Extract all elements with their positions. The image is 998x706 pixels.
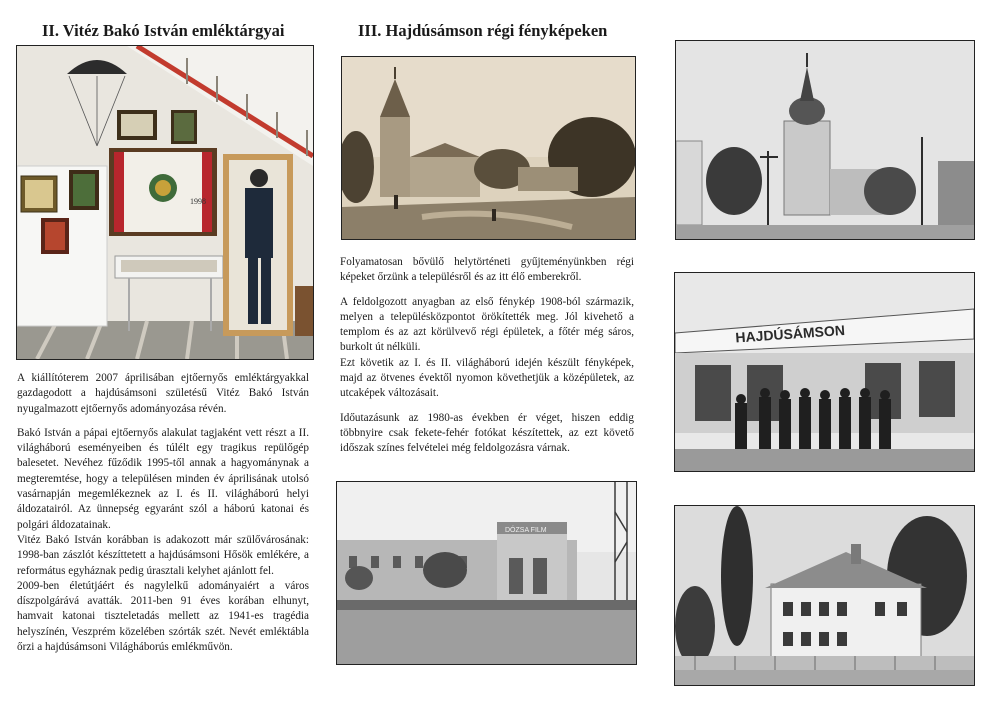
section3-title: III. Hajdúsámson régi fényképeken — [358, 21, 608, 40]
church-1908-photo — [341, 56, 636, 240]
section3-paragraph: Folyamatosan bővülő helytörténeti gyűjteményünkben régi képeket őrzünk a településről és az itt élő emberekről. — [340, 256, 634, 284]
cinema-photo — [336, 481, 637, 665]
section2-paragraph: Vitéz Bakó István korábban is adakozott már szülővárosának: 1998-ban zászlót készíttetett a hajdúsámsoni Hősök emlékére, a református egyháznak pedig úrasztali kelyhet ajánlott fel. — [17, 533, 309, 577]
section3-paragraph: Ezt követik az I. és II. világháború idején készült fényképek, majd az ötvenes évektől nyomon követhetjük a középületek, az utcaképek változásait. — [340, 356, 634, 400]
section2-paragraph: Bakó István a pápai ejtőernyős alakulat tagjaként vett részt a II. világháború eseményeiben és túlélt egy tragikus repülőgép balesetet. Nevéhez fűződik 1995-től annak a hagyománynak a megteremtése, hogy a településen minden év áprilisának utolsó vasárnapján megemlékeznek az I. és II. világháború helyi áldozatairól. Az ünnepség egyaránt szól a háború katonai és polgári áldozatainak. — [17, 426, 309, 531]
section3-paragraph: A feldolgozott anyagban az első fénykép 1908-ból származik, melyen a településközpontot örökítették meg. Jól kivehető a templom és az azt körülvevő régi épületek, a főtér még sáros, burkolt út nélküli. — [340, 295, 634, 354]
exhibition-room-photo — [16, 45, 314, 360]
railway-station-photo — [674, 272, 975, 472]
section3-paragraph: Időutazásunk az 1980-as években ér véget, hiszen eddig többnyire csak fekete-fehér fotókat készítettek, az ezt követő időszak színes felvételei még feldolgozásra várnak. — [340, 411, 634, 455]
station-sign: HAJDÚSÁMSON — [734, 321, 846, 346]
section2-text — [17, 371, 309, 655]
section3-text — [340, 255, 634, 457]
cinema-sign: DÓZSA FILM — [505, 527, 547, 534]
church-square-photo — [675, 40, 975, 240]
section2-paragraph: A kiállítóterem 2007 áprilisában ejtőernyős emléktárgyakkal gazdagodott a hajdúsámsoni születésű Vitéz Bakó István nyugalmazott ejtőernyős adományozása révén. — [17, 372, 309, 415]
section2-paragraph: 2009-ben életútjáért és nagylelkű adományaiért a város díszpolgárává avatták. 2011-ben 91 éves korában elhunyt, hamvait katonai tiszteletadás mellett az 1941-es tragédia helyszínén, Veszprém közelében szórták szét. Nevét emléktábla őrzi a hajdúsámsoni Világháborús emlékművön. — [17, 579, 309, 654]
flag-year-text: 1998 — [190, 197, 206, 206]
villa-photo — [674, 505, 975, 686]
section2-title: II. Vitéz Bakó István emléktárgyai — [42, 21, 285, 40]
